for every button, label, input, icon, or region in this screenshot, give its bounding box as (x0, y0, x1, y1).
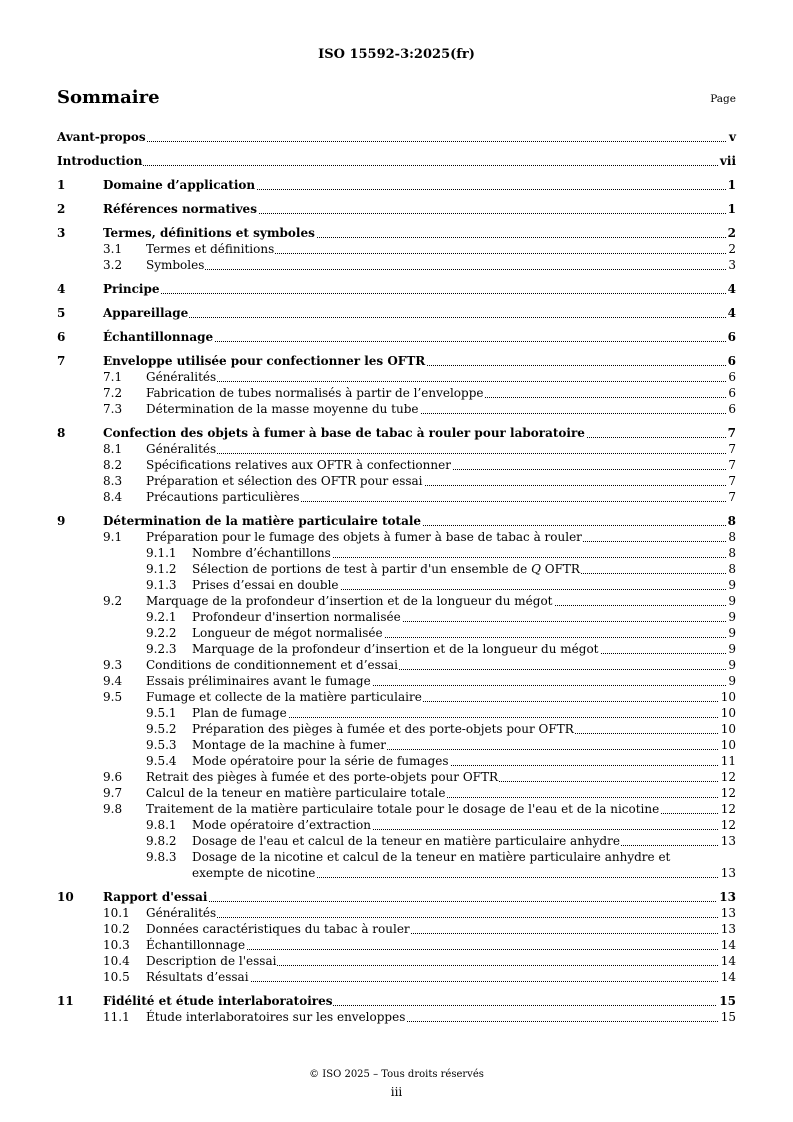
toc-entry-7-3[interactable] (57, 401, 736, 417)
page-number: 12 (720, 818, 736, 832)
page-number: 13 (720, 922, 736, 936)
section-title: Calcul de la teneur en matière particulaire totale (146, 786, 446, 800)
section-title: Échantillonnage (103, 330, 214, 344)
table-of-contents (57, 129, 736, 1025)
section-number: 9.6 (103, 770, 123, 784)
section-number: 11 (57, 994, 74, 1008)
section-title: Termes, définitions et symboles (103, 226, 315, 240)
section-title: Confection des objets à fumer à base de tabac à rouler pour laboratoire (103, 426, 585, 440)
section-title: Étude interlaboratoires sur les enveloppes (146, 1010, 406, 1024)
page-number: 9 (728, 594, 736, 608)
section-title: Rapport d'essai (103, 890, 208, 904)
section-number: 9.2.3 (146, 642, 177, 656)
section-number: 9.5.1 (146, 706, 177, 720)
section-number: 9.4 (103, 674, 123, 688)
toc-entry-9-8-2[interactable] (57, 833, 736, 849)
section-title: Marquage de la profondeur d’insertion et de la longueur du mégot (146, 594, 553, 608)
section-number: 8.3 (103, 474, 123, 488)
toc-entry-8-4[interactable] (57, 489, 736, 505)
page-number: 14 (720, 938, 736, 952)
toc-entry-9-6[interactable] (57, 769, 736, 785)
toc-entry-9-1-2[interactable] (57, 561, 736, 577)
section-title: Références normatives (103, 202, 257, 216)
toc-entry-6[interactable] (57, 329, 736, 345)
page-number: 9 (728, 642, 736, 656)
section-title: Détermination de la masse moyenne du tube (146, 402, 419, 416)
page-number: 9 (728, 610, 736, 624)
page-column-label: Page (710, 93, 736, 105)
toc-entry-10-1[interactable] (57, 905, 736, 921)
section-number: 9.2 (103, 594, 123, 608)
page-number: vii (719, 154, 736, 168)
section-title: Principe (103, 282, 160, 296)
page-number: 15 (719, 994, 736, 1008)
page-number: 10 (720, 706, 736, 720)
section-title: Généralités (146, 906, 217, 920)
toc-entry-10-4[interactable] (57, 953, 736, 969)
section-number: 8.4 (103, 490, 123, 504)
toc-entry-9-3[interactable] (57, 657, 736, 673)
page-number: v (729, 130, 736, 144)
page-number: 6 (727, 354, 736, 368)
section-number: 4 (57, 282, 66, 296)
section-title-line-2: exempte de nicotine (192, 866, 316, 880)
toc-entry-9-8[interactable] (57, 801, 736, 817)
page-number: 6 (728, 402, 736, 416)
toc-entry-9-5-1[interactable] (57, 705, 736, 721)
page-number: 9 (728, 658, 736, 672)
section-number: 9.5 (103, 690, 123, 704)
section-number: 8.2 (103, 458, 123, 472)
page-number: 1 (727, 178, 736, 192)
section-number: 7.1 (103, 370, 123, 384)
toc-entry-9-2-1[interactable] (57, 609, 736, 625)
toc-entry-9-8-3[interactable] (57, 849, 736, 881)
section-number: 5 (57, 306, 66, 320)
toc-entry-9-2-2[interactable] (57, 625, 736, 641)
page-number: 2 (728, 242, 736, 256)
section-title: Généralités (146, 370, 217, 384)
section-number: 2 (57, 202, 66, 216)
page-number: 7 (728, 490, 736, 504)
section-title: Domaine d’application (103, 178, 256, 192)
page-number: 10 (720, 690, 736, 704)
section-number: 10 (57, 890, 74, 904)
section-title (192, 562, 581, 576)
page-number: 10 (720, 738, 736, 752)
page-number: 10 (720, 722, 736, 736)
page-number: 7 (727, 426, 736, 440)
page-number: 4 (727, 282, 736, 296)
section-title: Précautions particulières (146, 490, 300, 504)
toc-heading: Sommaire (57, 87, 160, 108)
section-title: Fidélité et étude interlaboratoires (103, 994, 333, 1008)
section-number: 9.1.1 (146, 546, 177, 560)
section-title: Longueur de mégot normalisée (192, 626, 383, 640)
section-number: 11.1 (103, 1010, 130, 1024)
page-number: 8 (727, 514, 736, 528)
section-number: 9.1.2 (146, 562, 177, 576)
section-title: Enveloppe utilisée pour confectionner les OFTR (103, 354, 426, 368)
toc-entry-9-5-3[interactable] (57, 737, 736, 753)
page-number: 8 (728, 530, 736, 544)
section-title: Détermination de la matière particulaire totale (103, 514, 422, 528)
section-title: Dosage de l'eau et calcul de la teneur en matière particulaire anhydre (192, 834, 620, 848)
page-number: 6 (728, 370, 736, 384)
section-number: 1 (57, 178, 66, 192)
page-number: 15 (720, 1010, 736, 1024)
section-title: Essais préliminaires avant le fumage (146, 674, 371, 688)
section-number: 9.5.2 (146, 722, 177, 736)
page-number: 4 (727, 306, 736, 320)
page-number: 13 (720, 834, 736, 848)
section-number: 9.2.2 (146, 626, 177, 640)
toc-entry-11-1[interactable] (57, 1009, 736, 1025)
section-number: 7.2 (103, 386, 123, 400)
toc-entry-9-5-2[interactable] (57, 721, 736, 737)
toc-entry-10-2[interactable] (57, 921, 736, 937)
page-number: 13 (719, 890, 736, 904)
section-title: Traitement de la matière particulaire totale pour le dosage de l'eau et de la nicotine (146, 802, 660, 816)
section-title: Préparation pour le fumage des objets à fumer à base de tabac à rouler (146, 530, 582, 544)
page-number: 6 (727, 330, 736, 344)
page-number: 12 (720, 802, 736, 816)
title-variable: Q (531, 562, 541, 576)
toc-entry-introduction[interactable] (57, 153, 736, 169)
page-number: 2 (727, 226, 736, 240)
toc-entry-9-2[interactable] (57, 593, 736, 609)
section-number: 10.4 (103, 954, 130, 968)
section-title: Nombre d’échantillons (192, 546, 331, 560)
toc-entry-4[interactable] (57, 281, 736, 297)
section-title-end: OFTR (544, 562, 580, 576)
section-number: 9.8.2 (146, 834, 177, 848)
section-title: Mode opératoire pour la série de fumages (192, 754, 449, 768)
toc-entry-5[interactable] (57, 305, 736, 321)
toc-entry-9-1-3[interactable] (57, 577, 736, 593)
section-number: 8 (57, 426, 66, 440)
page-number: 7 (728, 474, 736, 488)
toc-entry-7[interactable] (57, 353, 736, 369)
page-number: 6 (728, 386, 736, 400)
toc-entry-1[interactable] (57, 177, 736, 193)
section-title: Spécifications relatives aux OFTR à confectionner (146, 458, 451, 472)
section-title-start: Sélection de portions de test à partir d'un ensemble de (192, 562, 528, 576)
toc-entry-3-1[interactable] (57, 241, 736, 257)
section-title: Symboles (146, 258, 205, 272)
toc-entry-9-8-1[interactable] (57, 817, 736, 833)
toc-entry-8-3[interactable] (57, 473, 736, 489)
section-title: Avant-propos (57, 130, 146, 144)
toc-entry-10-5[interactable] (57, 969, 736, 985)
section-title: Généralités (146, 442, 217, 456)
section-number: 9.5.3 (146, 738, 177, 752)
section-number: 9.8.1 (146, 818, 177, 832)
page-number: 11 (720, 754, 736, 768)
toc-entry-8-2[interactable] (57, 457, 736, 473)
section-number: 8.1 (103, 442, 123, 456)
section-number: 9.1.3 (146, 578, 177, 592)
section-number: 9.3 (103, 658, 123, 672)
section-title: Introduction (57, 154, 143, 168)
section-title: Marquage de la profondeur d’insertion et de la longueur du mégot (192, 642, 599, 656)
section-title: Termes et définitions (146, 242, 275, 256)
page-number: 12 (720, 786, 736, 800)
section-title-line-1: Dosage de la nicotine et calcul de la teneur en matière particulaire anhydre et (192, 850, 671, 864)
page-number: 7 (728, 442, 736, 456)
section-number: 9.7 (103, 786, 123, 800)
section-title: Conditions de conditionnement et d’essai (146, 658, 398, 672)
section-number: 7 (57, 354, 66, 368)
section-title: Fabrication de tubes normalisés à partir de l’enveloppe (146, 386, 484, 400)
section-number: 9.2.1 (146, 610, 177, 624)
toc-entry-2[interactable] (57, 201, 736, 217)
section-number: 9 (57, 514, 66, 528)
section-title: Prises d’essai en double (192, 578, 339, 592)
section-title: Mode opératoire d’extraction (192, 818, 371, 832)
toc-entry-10[interactable] (57, 889, 736, 905)
toc-entry-9-5-4[interactable] (57, 753, 736, 769)
page-number: 14 (720, 954, 736, 968)
section-title: Données caractéristiques du tabac à rouler (146, 922, 410, 936)
page-number: 3 (728, 258, 736, 272)
section-title: Préparation des pièges à fumée et des porte-objets pour OFTR (192, 722, 574, 736)
copyright-notice: © ISO 2025 – Tous droits réservés (309, 1069, 484, 1080)
page-number: 1 (727, 202, 736, 216)
page-number: 9 (728, 626, 736, 640)
page-number: 12 (720, 770, 736, 784)
section-title: Profondeur d'insertion normalisée (192, 610, 401, 624)
section-title: Fumage et collecte de la matière particulaire (146, 690, 422, 704)
section-number: 10.3 (103, 938, 130, 952)
section-number: 10.1 (103, 906, 130, 920)
toc-entry-8[interactable] (57, 425, 736, 441)
section-title: Montage de la machine à fumer (192, 738, 387, 752)
page-number: 8 (728, 562, 736, 576)
toc-entry-9-7[interactable] (57, 785, 736, 801)
toc-entry-11[interactable] (57, 993, 736, 1009)
toc-entry-7-1[interactable] (57, 369, 736, 385)
toc-entry-9-4[interactable] (57, 673, 736, 689)
section-title: Résultats d’essai (146, 970, 249, 984)
section-title (192, 850, 670, 880)
section-number: 10.2 (103, 922, 130, 936)
page-number: 9 (728, 578, 736, 592)
page-number: 7 (728, 458, 736, 472)
section-number: 3 (57, 226, 66, 240)
section-number: 9.1 (103, 530, 123, 544)
toc-entry-3[interactable] (57, 225, 736, 241)
section-number: 9.5.4 (146, 754, 177, 768)
toc-entry-9-1-1[interactable] (57, 545, 736, 561)
section-number: 9.8.3 (146, 850, 177, 864)
section-number: 3.1 (103, 242, 123, 256)
toc-entry-9-1[interactable] (57, 529, 736, 545)
section-title: Appareillage (103, 306, 189, 320)
toc-entry-avant-propos[interactable] (57, 129, 736, 145)
section-title: Préparation et sélection des OFTR pour essai (146, 474, 423, 488)
page-number: 13 (720, 906, 736, 920)
page-number: 13 (720, 866, 736, 880)
toc-entry-9-2-3[interactable] (57, 641, 736, 657)
section-number: 7.3 (103, 402, 123, 416)
toc-entry-9-5[interactable] (57, 689, 736, 705)
section-title: Échantillonnage (146, 938, 246, 952)
section-number: 6 (57, 330, 66, 344)
page-number: 14 (720, 970, 736, 984)
section-title: Description de l'essai (146, 954, 277, 968)
document-identifier: ISO 15592-3:2025(fr) (318, 47, 475, 62)
section-number: 3.2 (103, 258, 123, 272)
toc-entry-7-2[interactable] (57, 385, 736, 401)
toc-entry-10-3[interactable] (57, 937, 736, 953)
page-number: 9 (728, 674, 736, 688)
footer-page-number: iii (390, 1085, 403, 1099)
section-title: Retrait des pièges à fumée et des porte-objets pour OFTR (146, 770, 499, 784)
section-title: Plan de fumage (192, 706, 287, 720)
toc-entry-9[interactable] (57, 513, 736, 529)
toc-entry-8-1[interactable] (57, 441, 736, 457)
toc-entry-3-2[interactable] (57, 257, 736, 273)
section-number: 9.8 (103, 802, 123, 816)
section-number: 10.5 (103, 970, 130, 984)
page-number: 8 (728, 546, 736, 560)
